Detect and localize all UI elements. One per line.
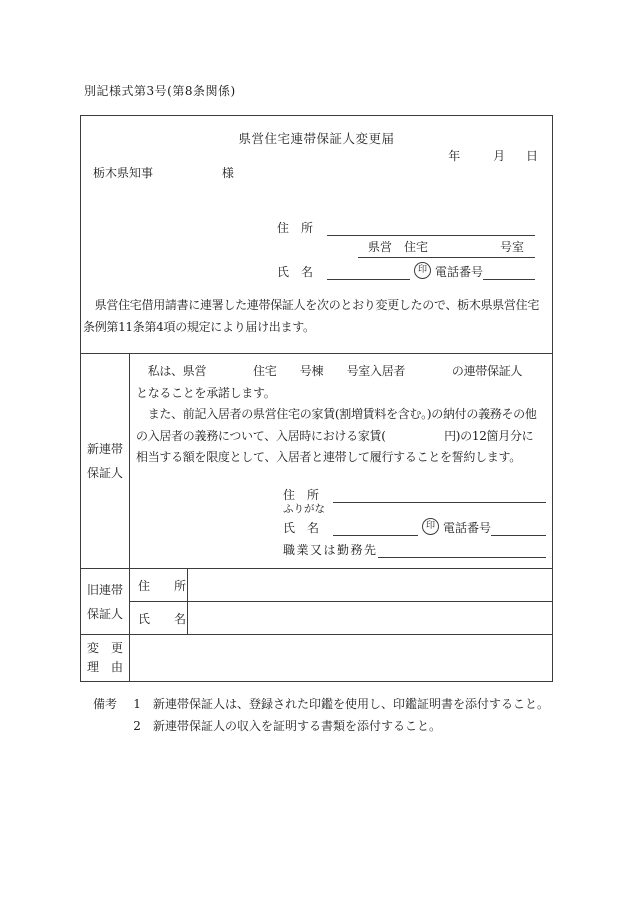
new-guarantor-occupation-row	[283, 536, 546, 558]
applicant-housing-row	[277, 236, 535, 258]
old-guarantor-name-label: 氏 名	[130, 602, 188, 634]
pledge-line-1: 私は、県営 住宅 号棟 号室入居者 の連帯保証人	[136, 364, 523, 378]
date-month-label: 月	[493, 149, 506, 163]
new-guarantor-name-row	[283, 516, 546, 536]
change-reason-row	[81, 634, 552, 681]
applicant-address-row	[277, 214, 535, 236]
new-guarantor-name-blank	[333, 516, 418, 536]
form-box	[80, 115, 553, 682]
remarks-item-text: 新連帯保証人の収入を証明する書類を添付すること。	[153, 719, 442, 733]
addressee: 栃木県知事	[93, 166, 154, 180]
honorific: 様	[221, 166, 234, 180]
applicant-name-row	[277, 258, 535, 280]
old-guarantor-row	[81, 568, 552, 634]
new-guarantor-content	[130, 354, 552, 568]
applicant-name-label: 氏 名	[277, 265, 314, 279]
new-guarantor-fields	[283, 482, 546, 558]
change-reason-cell	[130, 635, 552, 681]
old-guarantor-address-cell	[188, 569, 552, 601]
applicant-name-blank	[327, 260, 410, 280]
intro-line-2: 条例第11条第4項の規定により届け出ます。	[83, 319, 315, 334]
new-guarantor-phone-blank	[491, 516, 546, 536]
pledge-line-3: また、前記入居者の県営住宅の家賃(割増賃料を含む。)の納付の義務その他	[136, 407, 537, 421]
remarks-section	[93, 693, 549, 737]
old-guarantor-address-row	[130, 569, 552, 602]
date-line	[81, 147, 552, 164]
remarks-item-number: 1	[133, 697, 141, 711]
remarks-item	[132, 715, 549, 737]
old-guarantor-name-row	[130, 602, 552, 634]
occupation-blank	[378, 538, 546, 558]
form-number-label: 別記様式第3号(第8条関係)	[84, 84, 236, 98]
remarks-item	[132, 693, 549, 715]
new-guarantor-row-label: 新連帯 保証人	[81, 354, 130, 568]
seal-icon: 印	[422, 518, 439, 535]
occupation-label: 職業又は勤務先	[283, 542, 378, 557]
new-guarantor-address-label: 住 所	[283, 487, 320, 502]
pledge-line-5: 相当する額を限度として、入居者と連帯して履行することを誓約します。	[136, 450, 521, 464]
intro-line-1: 県営住宅借用請書に連署した連帯保証人を次のとおり変更したので、栃木県県営住宅	[83, 298, 540, 312]
applicant-phone-label: 電話番号	[435, 265, 484, 279]
remarks-items	[132, 693, 549, 737]
new-guarantor-row	[81, 353, 552, 568]
pledge-line-4: の入居者の義務について、入居時における家賃( 円)の12箇月分に	[136, 428, 534, 443]
change-reason-label: 変 更 理 由	[81, 635, 130, 681]
seal-icon: 印	[414, 262, 431, 279]
applicant-address-label: 住 所	[277, 221, 314, 235]
old-guarantor-grid	[130, 569, 552, 634]
addressee-line	[81, 164, 552, 182]
remarks-item-number: 2	[133, 719, 141, 733]
old-guarantor-row-label: 旧連帯 保証人	[81, 569, 130, 634]
old-guarantor-name-cell	[188, 602, 552, 634]
date-day-label: 日	[525, 149, 538, 163]
applicant-phone-blank	[483, 260, 535, 280]
pledge-text	[136, 361, 546, 469]
remarks-label: 備考	[93, 697, 118, 711]
date-year-label: 年	[448, 149, 461, 163]
furigana-label: ふりがな	[283, 502, 325, 515]
new-guarantor-phone-label: 電話番号	[443, 520, 492, 535]
applicant-housing-blank: 県営 住宅 号室	[358, 238, 535, 258]
remarks-item-text: 新連帯保証人は、登録された印鑑を使用し、印鑑証明書を添付すること。	[153, 697, 550, 711]
form-header-section	[81, 116, 552, 353]
applicant-fields	[277, 214, 535, 280]
new-guarantor-address-blank	[333, 483, 546, 503]
form-title: 県営住宅連帯保証人変更届	[238, 131, 395, 146]
old-guarantor-address-label: 住 所	[130, 569, 188, 601]
new-guarantor-address-row	[283, 482, 546, 503]
applicant-address-blank	[327, 216, 535, 236]
intro-paragraph	[83, 295, 548, 338]
pledge-line-2: となることを承諾します。	[136, 385, 276, 400]
new-guarantor-name-label: 氏 名	[283, 520, 320, 535]
